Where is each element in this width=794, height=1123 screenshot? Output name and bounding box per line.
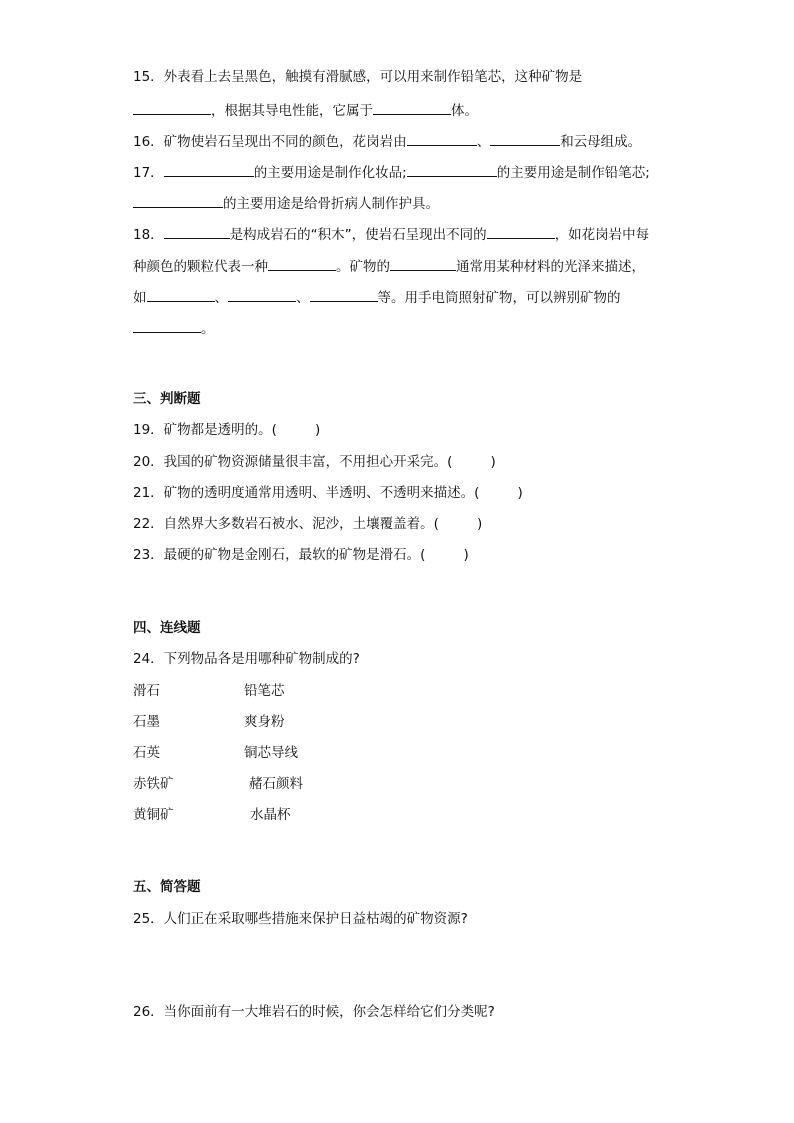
question-18-line-4: [133, 317, 215, 339]
close-paren: ): [517, 485, 523, 501]
match-right-item[interactable]: 铅笔芯: [244, 683, 285, 699]
answer-blank[interactable]: [164, 161, 254, 177]
q15-text-1: 15．外表看上去呈黑色，触摸有滑腻感，可以用来制作铅笔芯，这种矿物是: [133, 69, 583, 85]
question-18-line-2: [133, 255, 645, 277]
q17-text-3: 的主要用途是给骨折病人制作护具。: [223, 196, 439, 212]
q16-text-1: 16．矿物使岩石呈现出不同的颜色，花岗岩由: [133, 134, 407, 150]
answer-blank[interactable]: [373, 99, 451, 115]
q16-text-2: 和云母组成。: [560, 134, 642, 150]
answer-blank[interactable]: [490, 130, 560, 146]
q17-text-2: 的主要用途是制作铅笔芯;: [496, 165, 650, 181]
section-5-title: 五、简答题: [133, 879, 201, 895]
answer-blank[interactable]: [147, 286, 215, 302]
question-17-line-1: [133, 161, 650, 183]
q18-sep-1: 、: [214, 290, 228, 306]
answer-blank[interactable]: [164, 223, 230, 239]
q18-text-5: 通常用某种材料的光泽来描述，: [456, 259, 645, 275]
match-left-item[interactable]: 赤铁矿: [133, 776, 174, 792]
match-left-item[interactable]: 黄铜矿: [133, 807, 174, 823]
q18-sep-2: 、: [296, 290, 310, 306]
answer-blank[interactable]: [133, 192, 223, 208]
answer-blank[interactable]: [133, 99, 211, 115]
q15-text-3: 体。: [451, 103, 478, 119]
answer-blank[interactable]: [390, 255, 456, 271]
q17-text-1: 的主要用途是制作化妆品;: [253, 165, 407, 181]
question-18-line-3: [133, 286, 621, 308]
question-26: 26．当你面前有一大堆岩石的时候，你会怎样给它们分类呢?: [133, 1004, 495, 1020]
question-25: 25．人们正在采取哪些措施来保护日益枯竭的矿物资源?: [133, 911, 468, 927]
question-15-line-1: [133, 67, 582, 87]
section-3-title: 三、判断题: [133, 391, 201, 407]
match-left-item[interactable]: 石墨: [133, 714, 160, 730]
question-16: [133, 130, 641, 152]
answer-blank[interactable]: [228, 286, 296, 302]
answer-blank[interactable]: [133, 317, 201, 333]
q19-text: 19．矿物都是透明的。(: [133, 422, 277, 438]
q20-text: 20．我国的矿物资源储量很丰富，不用担心开采完。(: [133, 454, 453, 470]
match-right-item[interactable]: 铜芯导线: [244, 745, 298, 761]
q22-text: 22．自然界大多数岩石被水、泥沙，土壤覆盖着。(: [133, 516, 439, 532]
answer-blank[interactable]: [310, 286, 378, 302]
answer-blank[interactable]: [268, 255, 336, 271]
q23-text: 23．最硬的矿物是金刚石，最软的矿物是滑石。(: [133, 547, 426, 563]
close-paren: ): [463, 547, 469, 563]
q18-num: 18．: [133, 227, 164, 243]
answer-blank[interactable]: [407, 130, 477, 146]
q17-num: 17．: [133, 165, 164, 181]
question-21: [133, 483, 523, 503]
match-right-item[interactable]: 水晶杯: [250, 807, 291, 823]
q18-text-3: 种颜色的颗粒代表一种: [133, 259, 268, 275]
q18-text-8: 。: [201, 321, 215, 337]
match-left-item[interactable]: 石英: [133, 745, 160, 761]
close-paren: ): [476, 516, 483, 532]
answer-blank[interactable]: [487, 223, 555, 239]
question-19: [133, 420, 320, 440]
close-paren: ): [314, 422, 321, 438]
close-paren: ): [490, 454, 496, 470]
answer-blank[interactable]: [407, 161, 497, 177]
question-17-line-2: [133, 192, 439, 214]
question-24: 24．下列物品各是用哪种矿物制成的?: [133, 651, 360, 667]
q21-text: 21．矿物的透明度通常用透明、半透明、不透明来描述。(: [133, 485, 480, 501]
q15-text-2: ，根据其导电性能，它属于: [211, 103, 373, 119]
question-22: [133, 514, 482, 534]
question-18-line-1: [133, 223, 649, 245]
question-20: [133, 452, 496, 472]
q18-text-1: 是构成岩石的“积木”，使岩石呈现出不同的: [229, 227, 487, 243]
match-right-item[interactable]: 爽身粉: [244, 714, 285, 730]
match-right-item[interactable]: 赭石颜料: [249, 776, 303, 792]
section-4-title: 四、连线题: [133, 620, 201, 636]
q16-sep: 、: [476, 134, 491, 150]
question-15-line-2: [133, 99, 478, 121]
question-23: [133, 545, 469, 565]
match-left-item[interactable]: 滑石: [133, 683, 160, 699]
q18-text-2: ，如花岗岩中每: [554, 227, 650, 243]
q18-text-4: 。矿物的: [336, 259, 390, 275]
q18-text-6: 如: [133, 290, 147, 306]
q18-text-7: 等。用手电筒照射矿物，可以辨别矿物的: [377, 290, 621, 306]
